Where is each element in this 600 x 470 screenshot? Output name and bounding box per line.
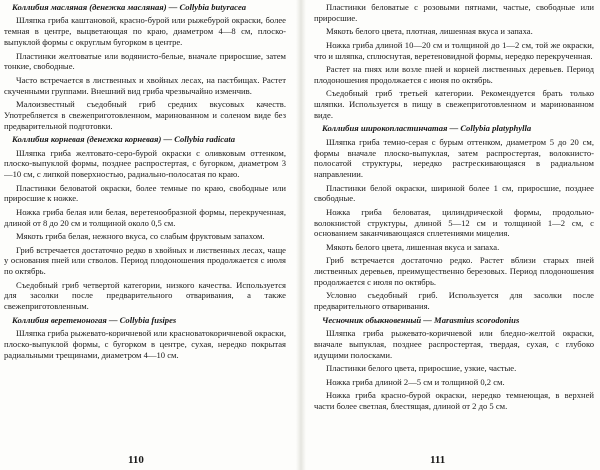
paragraph: Ножка гриба красно-бурой окраски, нередко темнеющая, в верхней части более светлая, блестящая, длиной от 2 до 5 см. [314, 390, 594, 411]
paragraph: Часто встречается в лиственных и хвойных лесах, на пастбищах. Растет скученными группами. Внешний вид гриба чрезвычайно изменчив. [4, 74, 286, 96]
paragraph: Мякоть белого цвета, лишенная вкуса и запаха. [326, 241, 500, 252]
species-heading: Чесночник обыкновенный — Marasmius scorodonius [322, 314, 520, 325]
paragraph: Пластинки желтоватые или водянисто-белые, вначале приросшие, затем тонкие, свободные. [4, 50, 286, 72]
paragraph: Ножка гриба длиной 10—20 см и толщиной до 1—2 см, той же окраски, что и шляпка, сплюснутая, веретеновидной формы, нередко перекрученная. [314, 39, 594, 61]
left-page-text [4, 2, 286, 361]
right-page [314, 2, 594, 468]
species-heading: Коллибия корневая (денежка корневая) — Collybia radicata [12, 134, 236, 145]
left-page-number: 110 [128, 454, 144, 466]
paragraph: Съедобный гриб четвертой категории, низкого качества. Используется для засолки после предварительного отваривания, а также свежеприготовленным. [4, 279, 286, 312]
paragraph: Гриб встречается достаточно редко в хвойных и лиственных лесах, чаще у основания пней или стволов. Период плодоношения продолжается с июля по октябрь. [4, 244, 286, 277]
paragraph: Гриб встречается достаточно редко. Растет вблизи старых пней лиственных деревьев, преимущественно березовых. Период плодоношения продолжается с июля по октябрь. [314, 255, 594, 287]
paragraph: Пластинки беловатой окраски, более темные по краю, свободные или приросшие к ножке. [4, 182, 286, 204]
paragraph: Ножка гриба белая или белая, веретенообразной формы, перекрученная, длиной от 8 до 20 см и толщиной около 0,5 см. [4, 206, 286, 228]
paragraph: Съедобный гриб третьей категории. Рекомендуется брать только шляпки. Используется в пищу в свежеприготовленном и маринованном виде. [314, 88, 594, 120]
species-heading: Коллибия широкопластинчатая — Collybia platyphylla [322, 123, 532, 134]
paragraph: Мякоть белого цвета, плотная, лишенная вкуса и запаха. [326, 26, 533, 37]
species-heading: Коллибия масляная (денежка масляная) — Collybia butyracea [12, 2, 247, 12]
right-page-text [314, 2, 594, 412]
paragraph: Пластинки беловатые с розовыми пятнами, частые, свободные или приросшие. [314, 2, 594, 23]
paragraph: Шляпка гриба рыжевато-коричневой или бледно-желтой окраски, вначале выпуклая, позднее распростертая, твердая, сухая, с глубоко идущими полосками. [314, 328, 594, 360]
paragraph: Шляпка гриба темно-серая с бурым оттенком, диаметром 5 до 20 см, формы вначале плоско-выпуклая, затем распростертая, волокнисто-полосатой структуры, нередко растрескивающаяся в радиальном направлении. [314, 136, 594, 180]
paragraph: Малоизвестный съедобный гриб средних вкусовых качеств. Употребляется в свежеприготовленном, маринованном и соленом виде без предварительной подготовки. [4, 99, 286, 131]
species-heading: Коллибия веретеноногая — Collybia fusipes [12, 314, 177, 325]
paragraph: Пластинки белой окраски, шириной более 1 см, приросшие, позднее свободные. [314, 182, 594, 204]
paragraph: Условно съедобный гриб. Используется для засолки после предварительного отваривания. [314, 290, 594, 312]
paragraph: Мякоть гриба белая, нежного вкуса, со слабым фруктовым запахом. [16, 231, 265, 242]
book-gutter [296, 0, 306, 470]
left-page [4, 2, 286, 468]
paragraph: Шляпка гриба рыжевато-коричневой или красноватокоричневой окраски, плоско-выпуклой формы, с бугорком в центре, сухая, нередко покрытая радиальными трещинами, диаметром 4—10 см. [4, 328, 286, 360]
paragraph: Ножка гриба беловатая, цилиндрической формы, продольно-волокнистой структуры, длиной 5—12 см и толщиной 1—2 см, с основанием заканчивающаяся сплетениями мицелия. [314, 206, 594, 239]
paragraph: Растет на пнях или возле пней и корней лиственных деревьев. Период плодоношения продолжается с июня по октябрь. [314, 63, 594, 85]
paragraph: Ножка гриба длиной 2—5 см и толщиной 0,2 см. [326, 376, 505, 387]
paragraph: Шляпка гриба каштановой, красно-бурой или рыжебурой окраски, более темная в центре, выцветающая по краю, диаметром 4—8 см, плоско-выпуклой формы с округлым бугорком в центре. [4, 15, 286, 48]
paragraph: Шляпка гриба желтовато-серо-бурой окраски с оливковым оттенком, плоско-выпуклой формы, позднее распростертая, с бугорком, диаметром 3—10 см, с липкой поверхностью, радиально-полосатая по краю. [4, 147, 286, 180]
right-page-number: 111 [430, 454, 446, 466]
paragraph: Пластинки белого цвета, приросшие, узкие, частые. [326, 363, 517, 374]
